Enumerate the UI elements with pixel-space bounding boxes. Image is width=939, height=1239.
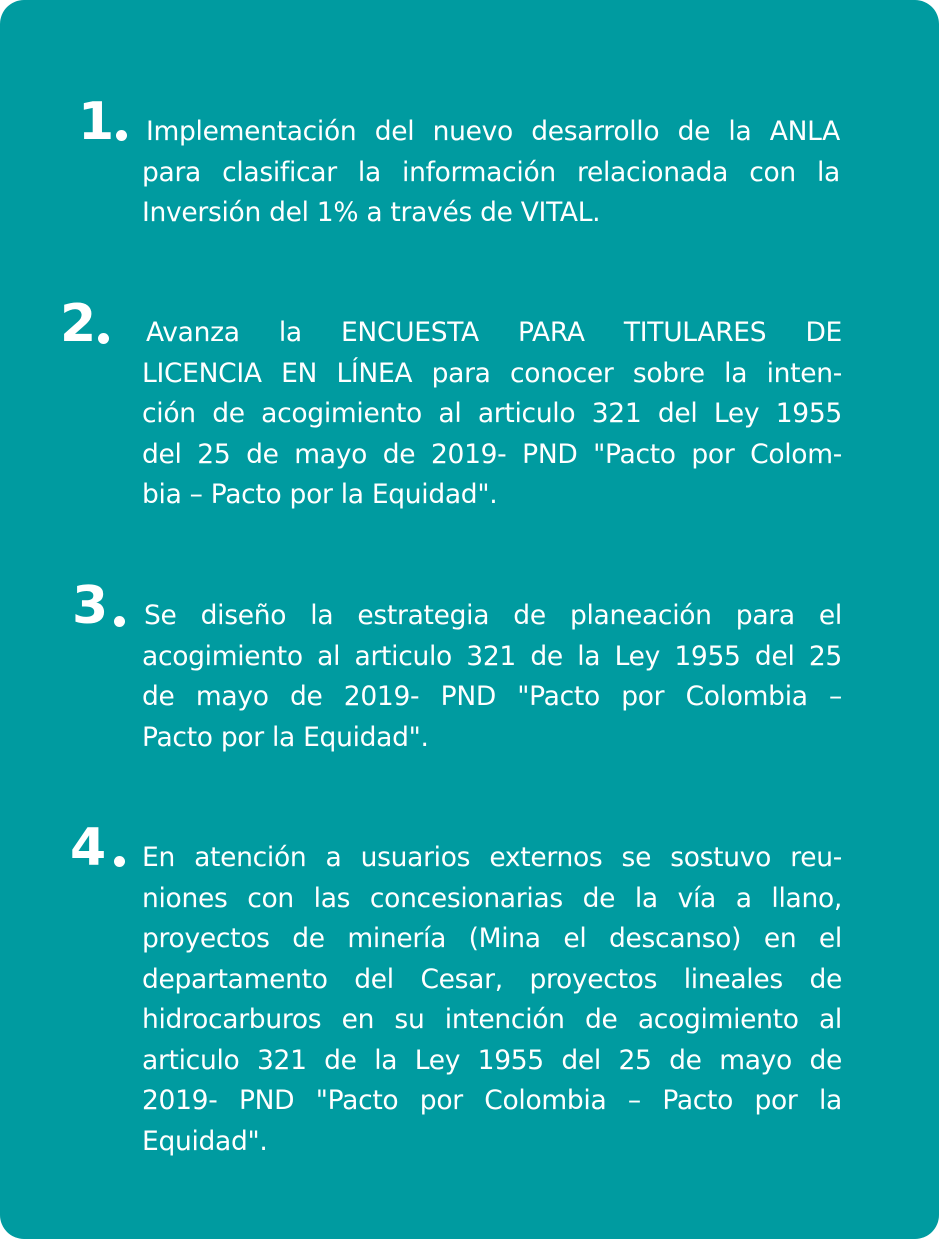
item-text-1 xyxy=(142,112,840,234)
item-3-line-4: Pacto por la Equidad". xyxy=(142,721,429,753)
item-2-line-2: LICENCIA EN LÍNEA para conocer sobre la inten- xyxy=(142,357,842,389)
item-4-line-3: proyectos de minería (Mina el descanso) en el xyxy=(142,923,842,954)
item-4-line-2: niones con las concesionarias de la vía a llano, xyxy=(142,882,842,914)
item-3-line-2: acogimiento al articulo 321 de la Ley 1955 del 25 xyxy=(142,640,842,672)
item-2-line-1: Avanza la ENCUESTA PARA TITULARES DE xyxy=(146,317,842,348)
item-2-line-5: bia – Pacto por la Equidad". xyxy=(142,479,498,510)
item-2-line-3: ción de acogimiento al articulo 321 del Ley 1955 xyxy=(142,398,842,429)
item-3-line-3: de mayo de 2019- PND "Pacto por Colombia – xyxy=(142,681,842,712)
item-4-line-7: 2019- PND "Pacto por Colombia – Pacto por la xyxy=(142,1085,842,1116)
item-number-3: 3 xyxy=(72,576,109,636)
item-text-2 xyxy=(142,313,842,516)
item-3-line-1: Se diseño la estrategia de planeación para el xyxy=(144,600,842,631)
item-number-dot xyxy=(114,856,125,867)
item-number-dot xyxy=(98,333,109,344)
item-number-1: 1 xyxy=(78,92,115,152)
item-1-line-3: Inversión del 1% a través de VITAL. xyxy=(142,197,601,228)
item-text-4 xyxy=(142,838,842,1162)
item-4-line-6: articulo 321 de la Ley 1955 del 25 de mayo de xyxy=(142,1044,842,1076)
item-number-2: 2 xyxy=(60,294,97,354)
item-4-line-4: departamento del Cesar, proyectos lineales de xyxy=(142,963,842,995)
item-text-3 xyxy=(142,596,842,758)
item-number-dot xyxy=(116,130,127,141)
item-number-4: 4 xyxy=(70,818,107,878)
item-number-dot xyxy=(114,616,125,627)
item-4-line-1: En atención a usuarios externos se sostuvo reu- xyxy=(142,842,842,873)
item-2-line-4: del 25 de mayo de 2019- PND "Pacto por Colom- xyxy=(142,438,842,470)
item-4-line-8: Equidad". xyxy=(142,1125,268,1157)
item-1-line-2: para clasificar la información relacionada con la xyxy=(142,156,840,188)
item-1-line-1: Implementación del nuevo desarrollo de la ANLA xyxy=(146,116,840,147)
item-4-line-5: hidrocarburos en su intención de acogimiento al xyxy=(142,1004,842,1035)
